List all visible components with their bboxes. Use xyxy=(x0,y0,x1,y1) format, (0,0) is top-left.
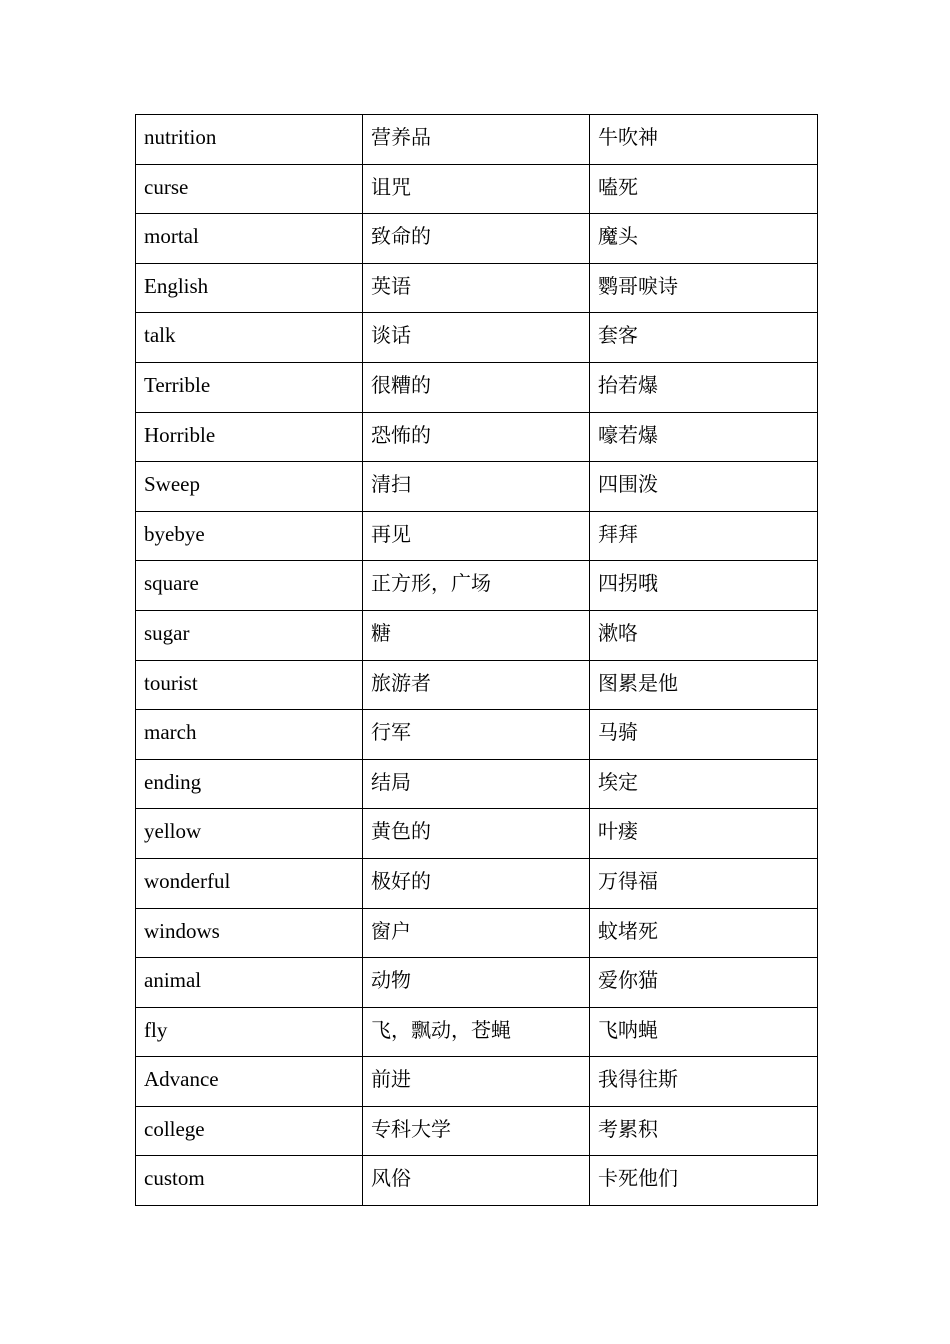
chinese-meaning: 动物 xyxy=(371,968,411,993)
table-row xyxy=(136,511,818,561)
meaning-cell xyxy=(363,462,590,512)
meaning-cell xyxy=(363,858,590,908)
table-row xyxy=(136,313,818,363)
table-row xyxy=(136,164,818,214)
english-word: nutrition xyxy=(144,125,217,149)
chinese-meaning: 清扫 xyxy=(371,472,411,497)
english-word-cell xyxy=(136,313,363,363)
meaning-cell xyxy=(363,610,590,660)
chinese-soundalike: 漱咯 xyxy=(598,620,638,645)
meaning-cell xyxy=(363,1106,590,1156)
sound-cell xyxy=(590,710,818,760)
english-word-cell xyxy=(136,809,363,859)
english-word: curse xyxy=(144,174,189,199)
meaning-cell xyxy=(363,164,590,214)
chinese-soundalike: 四拐哦 xyxy=(598,571,658,596)
chinese-meaning: 致命的 xyxy=(371,224,431,249)
sound-cell xyxy=(590,958,818,1008)
table-row xyxy=(136,412,818,462)
english-word: fly xyxy=(144,1017,168,1042)
sound-cell xyxy=(590,759,818,809)
meaning-cell xyxy=(363,660,590,710)
table-row xyxy=(136,462,818,512)
meaning-cell xyxy=(363,1057,590,1107)
meaning-cell xyxy=(363,362,590,412)
english-word-cell xyxy=(136,958,363,1008)
meaning-cell xyxy=(363,1156,590,1206)
english-word-cell xyxy=(136,759,363,809)
chinese-meaning: 英语 xyxy=(371,273,411,298)
table-row xyxy=(136,710,818,760)
table-row xyxy=(136,263,818,313)
sound-cell xyxy=(590,115,818,165)
chinese-soundalike: 马骑 xyxy=(598,720,638,745)
table-row xyxy=(136,660,818,710)
english-word: English xyxy=(144,273,209,298)
chinese-soundalike: 爱你猫 xyxy=(598,968,658,993)
meaning-cell xyxy=(363,115,590,165)
chinese-soundalike: 叶瘘 xyxy=(598,819,638,844)
english-word: march xyxy=(144,720,197,745)
vocabulary-table-body xyxy=(136,115,818,1206)
english-word: yellow xyxy=(144,819,202,844)
english-word: Terrible xyxy=(144,372,211,397)
chinese-soundalike: 卡死他们 xyxy=(598,1166,678,1191)
english-word-cell xyxy=(136,1007,363,1057)
chinese-soundalike: 拜拜 xyxy=(598,521,638,546)
english-word: windows xyxy=(144,918,220,943)
chinese-meaning: 诅咒 xyxy=(371,174,411,199)
sound-cell xyxy=(590,511,818,561)
chinese-soundalike: 牛吹神 xyxy=(598,125,658,149)
sound-cell xyxy=(590,1106,818,1156)
chinese-soundalike: 魔头 xyxy=(598,224,638,249)
english-word: talk xyxy=(144,323,176,348)
chinese-meaning: 旅游者 xyxy=(371,670,431,695)
meaning-cell xyxy=(363,214,590,264)
sound-cell xyxy=(590,462,818,512)
english-word-cell xyxy=(136,362,363,412)
english-word: byebye xyxy=(144,521,205,546)
english-word-cell xyxy=(136,214,363,264)
table-row xyxy=(136,214,818,264)
chinese-meaning: 风俗 xyxy=(371,1166,411,1191)
english-word-cell xyxy=(136,561,363,611)
english-word: wonderful xyxy=(144,868,231,893)
table-row xyxy=(136,1007,818,1057)
chinese-meaning: 行军 xyxy=(371,720,411,745)
meaning-cell xyxy=(363,710,590,760)
english-word-cell xyxy=(136,263,363,313)
chinese-meaning: 糖 xyxy=(371,620,391,645)
chinese-meaning: 极好的 xyxy=(371,868,431,893)
table-row xyxy=(136,1106,818,1156)
english-word: mortal xyxy=(144,224,199,249)
table-row xyxy=(136,561,818,611)
english-word-cell xyxy=(136,115,363,165)
sound-cell xyxy=(590,263,818,313)
chinese-meaning: 窗户 xyxy=(371,918,411,943)
meaning-cell xyxy=(363,908,590,958)
sound-cell xyxy=(590,313,818,363)
table-row xyxy=(136,809,818,859)
chinese-soundalike: 飞呐蝇 xyxy=(598,1017,658,1042)
english-word: ending xyxy=(144,769,202,794)
table-row xyxy=(136,115,818,165)
chinese-soundalike: 抬若爆 xyxy=(598,372,658,397)
chinese-meaning: 结局 xyxy=(371,769,411,794)
chinese-soundalike: 鹦哥唳诗 xyxy=(598,273,678,298)
chinese-meaning: 正方形，广场 xyxy=(371,571,491,596)
chinese-soundalike: 图累是他 xyxy=(598,670,678,695)
sound-cell xyxy=(590,660,818,710)
chinese-meaning: 很糟的 xyxy=(371,372,431,397)
table-row xyxy=(136,908,818,958)
chinese-meaning: 专科大学 xyxy=(371,1116,451,1141)
english-word: animal xyxy=(144,968,202,993)
meaning-cell xyxy=(363,1007,590,1057)
english-word-cell xyxy=(136,1057,363,1107)
chinese-soundalike: 蚊堵死 xyxy=(598,918,658,943)
meaning-cell xyxy=(363,809,590,859)
meaning-cell xyxy=(363,263,590,313)
chinese-meaning: 恐怖的 xyxy=(371,422,431,447)
english-word-cell xyxy=(136,462,363,512)
chinese-soundalike: 四围泼 xyxy=(598,472,658,497)
vocabulary-table xyxy=(135,114,818,1206)
chinese-soundalike: 嗑死 xyxy=(598,174,638,199)
sound-cell xyxy=(590,164,818,214)
chinese-soundalike: 套客 xyxy=(598,323,638,348)
sound-cell xyxy=(590,412,818,462)
sound-cell xyxy=(590,214,818,264)
chinese-meaning: 再见 xyxy=(371,521,411,546)
sound-cell xyxy=(590,362,818,412)
table-row xyxy=(136,362,818,412)
english-word: college xyxy=(144,1116,205,1141)
chinese-meaning: 谈话 xyxy=(371,323,411,348)
sound-cell xyxy=(590,908,818,958)
english-word: tourist xyxy=(144,670,198,695)
meaning-cell xyxy=(363,759,590,809)
chinese-meaning: 飞，飘动，苍蝇 xyxy=(371,1017,511,1042)
english-word: custom xyxy=(144,1166,205,1191)
chinese-soundalike: 嚎若爆 xyxy=(598,422,658,447)
sound-cell xyxy=(590,1156,818,1206)
sound-cell xyxy=(590,858,818,908)
meaning-cell xyxy=(363,313,590,363)
meaning-cell xyxy=(363,511,590,561)
english-word: sugar xyxy=(144,620,190,645)
chinese-soundalike: 埃定 xyxy=(598,769,638,794)
chinese-soundalike: 考累积 xyxy=(598,1116,658,1141)
english-word-cell xyxy=(136,858,363,908)
table-row xyxy=(136,858,818,908)
meaning-cell xyxy=(363,958,590,1008)
english-word: Sweep xyxy=(144,472,200,497)
table-row xyxy=(136,759,818,809)
table-row xyxy=(136,610,818,660)
table-row xyxy=(136,1057,818,1107)
chinese-meaning: 营养品 xyxy=(371,125,431,149)
english-word-cell xyxy=(136,164,363,214)
chinese-soundalike: 我得往斯 xyxy=(598,1067,678,1092)
meaning-cell xyxy=(363,412,590,462)
chinese-soundalike: 万得福 xyxy=(598,868,658,893)
english-word-cell xyxy=(136,511,363,561)
sound-cell xyxy=(590,809,818,859)
english-word-cell xyxy=(136,1106,363,1156)
sound-cell xyxy=(590,561,818,611)
chinese-meaning: 黄色的 xyxy=(371,819,431,844)
table-row xyxy=(136,958,818,1008)
english-word-cell xyxy=(136,1156,363,1206)
meaning-cell xyxy=(363,561,590,611)
chinese-meaning: 前进 xyxy=(371,1067,411,1092)
sound-cell xyxy=(590,1007,818,1057)
english-word-cell xyxy=(136,908,363,958)
english-word: Horrible xyxy=(144,422,216,447)
english-word: Advance xyxy=(144,1067,219,1092)
table-row xyxy=(136,1156,818,1206)
english-word: square xyxy=(144,571,199,596)
english-word-cell xyxy=(136,660,363,710)
sound-cell xyxy=(590,610,818,660)
english-word-cell xyxy=(136,610,363,660)
english-word-cell xyxy=(136,710,363,760)
english-word-cell xyxy=(136,412,363,462)
sound-cell xyxy=(590,1057,818,1107)
